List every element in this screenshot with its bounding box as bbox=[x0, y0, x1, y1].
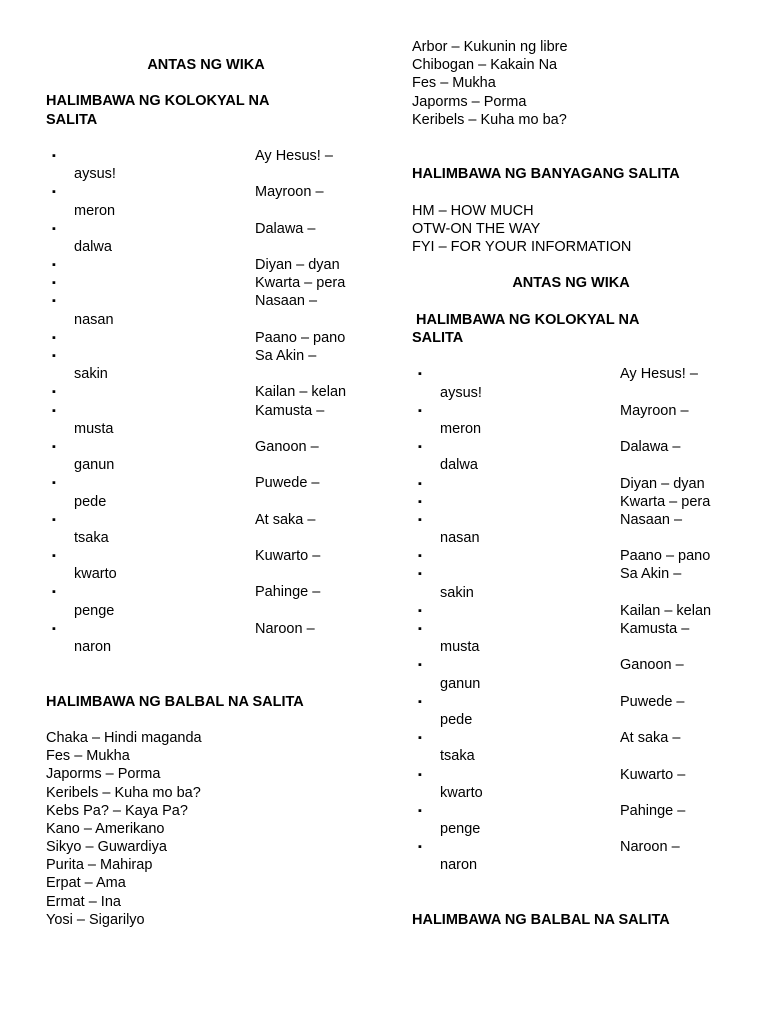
left-kolokyal-heading-2: SALITA bbox=[46, 111, 98, 128]
list-item: Sikyo – Guwardiya bbox=[46, 839, 167, 856]
bullet-item bbox=[412, 402, 742, 420]
bullet-item bbox=[412, 565, 742, 583]
right-kolokyal-list bbox=[412, 365, 742, 874]
list-item: Kano – Amerikano bbox=[46, 820, 165, 837]
bullet-item bbox=[46, 474, 366, 492]
bullet-icon: ▪ bbox=[418, 513, 422, 526]
bullet-item-continuation: aysus! bbox=[74, 166, 116, 183]
bullet-item bbox=[412, 802, 742, 820]
bullet-item bbox=[46, 329, 366, 347]
bullet-item-continuation: dalwa bbox=[74, 238, 112, 255]
bullet-icon: ▪ bbox=[52, 586, 56, 599]
bullet-item-first: At saka – bbox=[620, 730, 681, 747]
bullet-icon: ▪ bbox=[418, 368, 422, 381]
right-column bbox=[412, 38, 742, 929]
bullet-item-continuation: meron bbox=[74, 202, 116, 219]
list-item: Fes – Mukha bbox=[46, 748, 130, 765]
bullet-item bbox=[46, 292, 366, 310]
bullet-item-first: Mayroon – bbox=[620, 402, 689, 419]
bullet-item-continuation: sakin bbox=[74, 366, 108, 383]
bullet-item-continuation: aysus! bbox=[440, 384, 482, 401]
bullet-item-continuation: ganun bbox=[74, 457, 115, 474]
bullet-icon: ▪ bbox=[52, 550, 56, 563]
bullet-item-continuation: nasan bbox=[440, 530, 480, 547]
bullet-item-first: Dalawa – bbox=[620, 439, 681, 456]
bullet-item-first: Naroon – bbox=[255, 620, 315, 637]
bullet-icon: ▪ bbox=[52, 440, 56, 453]
bullet-icon: ▪ bbox=[52, 404, 56, 417]
bullet-icon: ▪ bbox=[418, 441, 422, 454]
bullet-item-continuation: meron bbox=[440, 420, 482, 437]
bullet-item bbox=[412, 693, 742, 711]
right-banyaga-heading: HALIMBAWA NG BANYAGANG SALITA bbox=[412, 166, 680, 183]
bullet-item bbox=[412, 547, 742, 565]
bullet-item bbox=[46, 438, 366, 456]
bullet-item-first: Nasaan – bbox=[620, 511, 683, 528]
left-column bbox=[46, 56, 366, 929]
list-item: Fes – Mukha bbox=[412, 75, 496, 92]
bullet-icon: ▪ bbox=[418, 604, 422, 617]
bullet-icon: ▪ bbox=[52, 477, 56, 490]
list-item: Kebs Pa? – Kaya Pa? bbox=[46, 802, 188, 819]
list-item: Chibogan – Kakain Na bbox=[412, 57, 558, 74]
bullet-icon: ▪ bbox=[52, 622, 56, 635]
bullet-item bbox=[412, 438, 742, 456]
bullet-icon: ▪ bbox=[52, 222, 56, 235]
left-kolokyal-heading-1: HALIMBAWA NG KOLOKYAL NA bbox=[46, 93, 270, 110]
bullet-item bbox=[46, 383, 366, 401]
bullet-item-continuation: musta bbox=[440, 639, 480, 656]
bullet-icon: ▪ bbox=[418, 477, 422, 490]
bullet-item-first: Diyan – dyan bbox=[620, 475, 705, 492]
bullet-icon: ▪ bbox=[52, 259, 56, 272]
bullet-item-first: Sa Akin – bbox=[620, 566, 682, 583]
bullet-item bbox=[412, 365, 742, 383]
bullet-item bbox=[46, 220, 366, 238]
bullet-item-continuation: nasan bbox=[74, 311, 114, 328]
bullet-icon: ▪ bbox=[52, 295, 56, 308]
bullet-icon: ▪ bbox=[52, 350, 56, 362]
bullet-item-continuation: pede bbox=[440, 711, 473, 728]
bullet-item-first: Pahinge – bbox=[255, 584, 321, 601]
bullet-item bbox=[46, 147, 366, 165]
bullet-item-first: Ay Hesus! – bbox=[255, 147, 333, 164]
bullet-item-first: Kamusta – bbox=[255, 402, 325, 419]
left-balbal-list bbox=[46, 729, 366, 929]
bullet-item-first: Paano – pano bbox=[255, 329, 346, 346]
bullet-item bbox=[46, 274, 366, 292]
bullet-item bbox=[46, 511, 366, 529]
list-item: Keribels – Kuha mo ba? bbox=[46, 784, 201, 801]
bullet-icon: ▪ bbox=[52, 513, 56, 526]
list-item: Chaka – Hindi maganda bbox=[46, 729, 202, 746]
list-item: Japorms – Porma bbox=[412, 93, 527, 110]
bullet-item-continuation: naron bbox=[440, 857, 478, 874]
list-item: Purita – Mahirap bbox=[46, 857, 153, 874]
bullet-item-continuation: ganun bbox=[440, 675, 481, 692]
bullet-item-first: Dalawa – bbox=[255, 220, 316, 237]
bullet-icon: ▪ bbox=[418, 623, 422, 635]
bullet-item-first: Paano – pano bbox=[620, 548, 711, 565]
bullet-icon: ▪ bbox=[418, 550, 422, 563]
bullet-item bbox=[412, 620, 742, 638]
bullet-item-first: Kwarta – pera bbox=[255, 275, 346, 292]
bullet-icon: ▪ bbox=[418, 404, 422, 417]
bullet-item bbox=[412, 656, 742, 674]
bullet-item-first: Diyan – dyan bbox=[255, 257, 340, 274]
bullet-item-first: At saka – bbox=[255, 511, 316, 528]
bullet-item-first: Kamusta – bbox=[620, 621, 690, 637]
left-title: ANTAS NG WIKA bbox=[147, 57, 265, 73]
right-title: ANTAS NG WIKA bbox=[512, 275, 630, 292]
bullet-item bbox=[412, 475, 742, 493]
bullet-icon: ▪ bbox=[418, 841, 422, 854]
left-balbal-heading: HALIMBAWA NG BALBAL NA SALITA bbox=[46, 693, 304, 710]
bullet-item-continuation: penge bbox=[440, 821, 481, 838]
bullet-item-first: Kailan – kelan bbox=[620, 602, 712, 619]
bullet-item-continuation: pede bbox=[74, 493, 107, 510]
bullet-item-first: Nasaan – bbox=[255, 293, 318, 310]
bullet-item-first: Pahinge – bbox=[620, 802, 686, 819]
bullet-item-first: Ganoon – bbox=[255, 438, 319, 455]
list-item: Ermat – Ina bbox=[46, 893, 121, 910]
list-item: Japorms – Porma bbox=[46, 766, 161, 783]
bullet-icon: ▪ bbox=[418, 732, 422, 745]
bullet-item-first: Ay Hesus! – bbox=[620, 366, 698, 383]
bullet-item-continuation: penge bbox=[74, 602, 115, 619]
bullet-icon: ▪ bbox=[418, 495, 422, 508]
bullet-icon: ▪ bbox=[52, 277, 56, 290]
bullet-item bbox=[412, 729, 742, 747]
right-kolokyal-heading-1: HALIMBAWA NG KOLOKYAL NA bbox=[416, 311, 640, 328]
bullet-item bbox=[412, 493, 742, 511]
bullet-icon: ▪ bbox=[52, 386, 56, 399]
right-balbal-cont-list bbox=[412, 38, 742, 129]
right-banyaga-list bbox=[412, 202, 742, 257]
bullet-item-first: Naroon – bbox=[620, 839, 680, 856]
bullet-item bbox=[46, 583, 366, 601]
bullet-item-first: Puwede – bbox=[620, 693, 685, 710]
bullet-icon: ▪ bbox=[418, 568, 422, 581]
bullet-item-first: Puwede – bbox=[255, 475, 320, 492]
bullet-item-continuation: tsaka bbox=[74, 529, 109, 546]
list-item: Arbor – Kukunin ng libre bbox=[412, 39, 568, 55]
right-kolokyal-heading-2: SALITA bbox=[412, 330, 464, 346]
bullet-icon: ▪ bbox=[418, 768, 422, 781]
bullet-item bbox=[46, 547, 366, 565]
bullet-item bbox=[46, 402, 366, 420]
bullet-item-first: Kailan – kelan bbox=[255, 384, 347, 401]
bullet-item bbox=[46, 620, 366, 638]
bullet-icon: ▪ bbox=[418, 804, 422, 817]
bullet-item bbox=[412, 838, 742, 856]
bullet-item-first: Sa Akin – bbox=[255, 348, 317, 364]
bullet-item-continuation: tsaka bbox=[440, 748, 475, 765]
bullet-item-first: Kwarta – pera bbox=[620, 493, 711, 510]
bullet-icon: ▪ bbox=[52, 149, 56, 162]
bullet-item bbox=[412, 511, 742, 529]
bullet-item-continuation: musta bbox=[74, 420, 114, 437]
list-item: Erpat – Ama bbox=[46, 875, 126, 892]
bullet-item bbox=[46, 256, 366, 274]
right-balbal-heading: HALIMBAWA NG BALBAL NA SALITA bbox=[412, 912, 670, 928]
bullet-icon: ▪ bbox=[52, 331, 56, 344]
bullet-item-first: Kuwarto – bbox=[620, 766, 686, 783]
list-item: OTW-ON THE WAY bbox=[412, 220, 541, 237]
list-item: Yosi – Sigarilyo bbox=[46, 911, 145, 928]
bullet-icon: ▪ bbox=[418, 659, 422, 672]
bullet-item-continuation: kwarto bbox=[440, 784, 483, 801]
bullet-item-first: Mayroon – bbox=[255, 184, 324, 201]
bullet-item bbox=[46, 183, 366, 201]
bullet-item-continuation: naron bbox=[74, 639, 112, 655]
list-item: FYI – FOR YOUR INFORMATION bbox=[412, 239, 632, 256]
bullet-item bbox=[412, 602, 742, 620]
bullet-item-first: Kuwarto – bbox=[255, 548, 321, 565]
list-item: Keribels – Kuha mo ba? bbox=[412, 111, 567, 128]
bullet-item-continuation: kwarto bbox=[74, 566, 117, 583]
bullet-icon: ▪ bbox=[52, 186, 56, 199]
bullet-icon: ▪ bbox=[418, 695, 422, 708]
bullet-item bbox=[46, 347, 366, 365]
bullet-item bbox=[412, 766, 742, 784]
bullet-item-continuation: sakin bbox=[440, 584, 474, 601]
list-item: HM – HOW MUCH bbox=[412, 202, 534, 219]
bullet-item-continuation: dalwa bbox=[440, 457, 478, 474]
bullet-item-first: Ganoon – bbox=[620, 657, 684, 674]
left-kolokyal-list bbox=[46, 147, 366, 656]
